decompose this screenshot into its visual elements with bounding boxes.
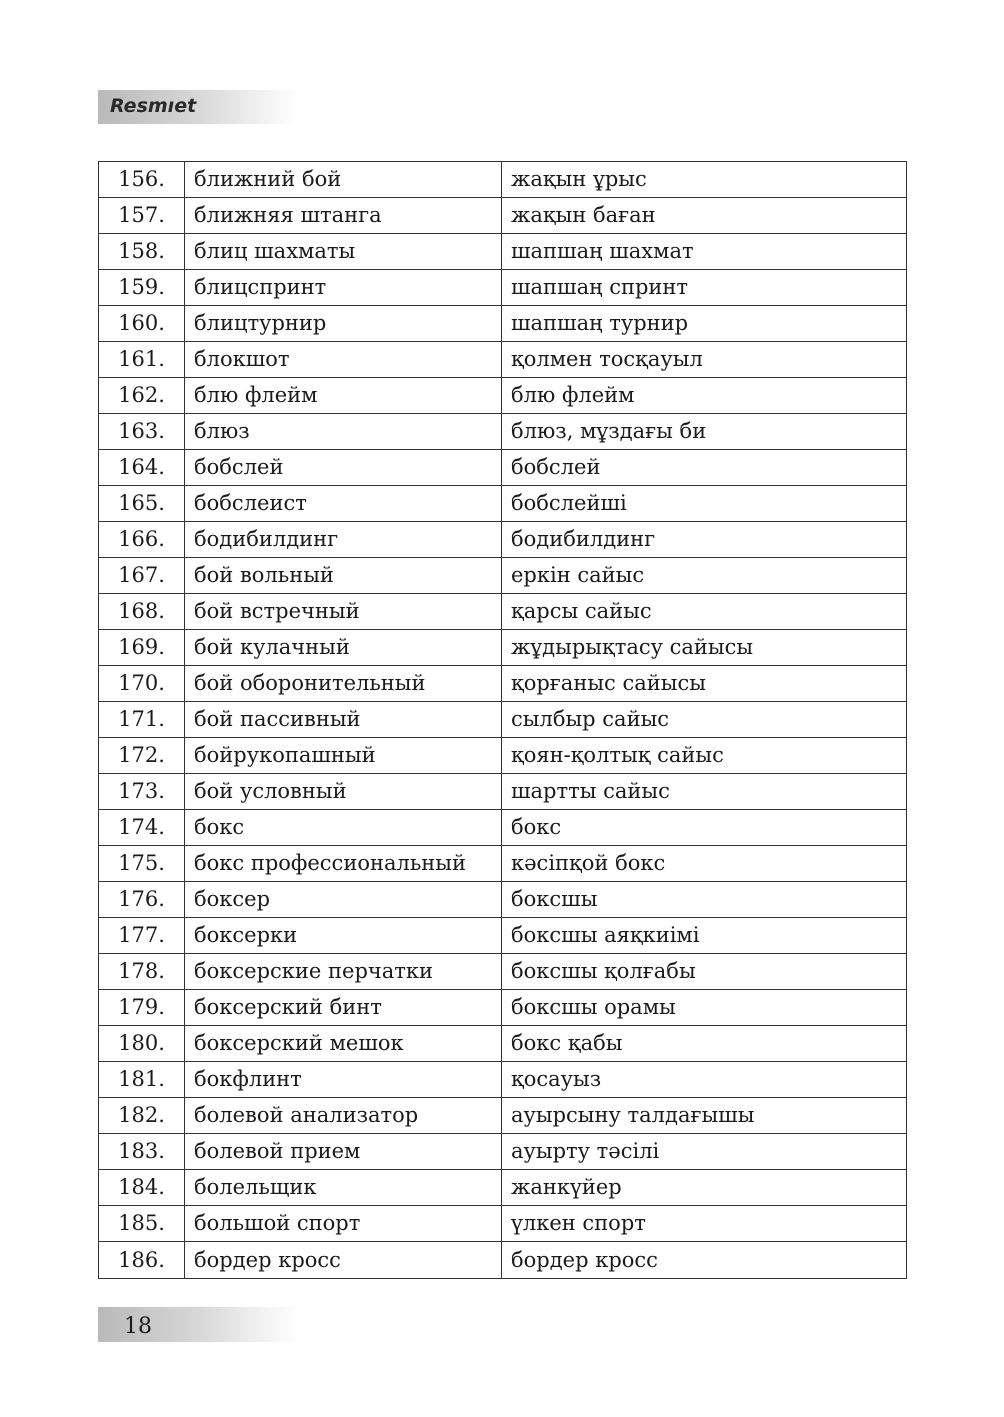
table-row bbox=[99, 1134, 907, 1170]
russian-term: блицспринт bbox=[185, 270, 502, 306]
row-number: 165. bbox=[99, 486, 185, 522]
table-row bbox=[99, 918, 907, 954]
terms-table-body bbox=[99, 162, 907, 1279]
table-row bbox=[99, 774, 907, 810]
table-row bbox=[99, 234, 907, 270]
table-row bbox=[99, 1170, 907, 1206]
russian-term: бой кулачный bbox=[185, 630, 502, 666]
row-number: 168. bbox=[99, 594, 185, 630]
russian-term: бобслеист bbox=[185, 486, 502, 522]
russian-term: боксерский мешок bbox=[185, 1026, 502, 1062]
table-row bbox=[99, 990, 907, 1026]
row-number: 163. bbox=[99, 414, 185, 450]
table-row bbox=[99, 414, 907, 450]
kazakh-term: шартты сайыс bbox=[502, 774, 907, 810]
table-row bbox=[99, 1026, 907, 1062]
russian-term: бокс bbox=[185, 810, 502, 846]
kazakh-term: шапшаң шахмат bbox=[502, 234, 907, 270]
russian-term: блокшот bbox=[185, 342, 502, 378]
russian-term: бокфлинт bbox=[185, 1062, 502, 1098]
kazakh-term: бобслей bbox=[502, 450, 907, 486]
terms-table bbox=[98, 161, 907, 1279]
row-number: 184. bbox=[99, 1170, 185, 1206]
russian-term: большой спорт bbox=[185, 1206, 502, 1242]
kazakh-term: үлкен спорт bbox=[502, 1206, 907, 1242]
russian-term: боксерский бинт bbox=[185, 990, 502, 1026]
table-row bbox=[99, 558, 907, 594]
kazakh-term: блю флейм bbox=[502, 378, 907, 414]
kazakh-term: боксшы қолғабы bbox=[502, 954, 907, 990]
kazakh-term: қоян-қолтық сайыс bbox=[502, 738, 907, 774]
kazakh-term: сылбыр сайыс bbox=[502, 702, 907, 738]
row-number: 176. bbox=[99, 882, 185, 918]
row-number: 178. bbox=[99, 954, 185, 990]
kazakh-term: ауырсыну талдағышы bbox=[502, 1098, 907, 1134]
table-row bbox=[99, 594, 907, 630]
russian-term: блю флейм bbox=[185, 378, 502, 414]
table-row bbox=[99, 1242, 907, 1279]
kazakh-term: жұдырықтасу сайысы bbox=[502, 630, 907, 666]
russian-term: болевой прием bbox=[185, 1134, 502, 1170]
table-row bbox=[99, 882, 907, 918]
table-row bbox=[99, 1206, 907, 1242]
row-number: 183. bbox=[99, 1134, 185, 1170]
row-number: 171. bbox=[99, 702, 185, 738]
row-number: 185. bbox=[99, 1206, 185, 1242]
kazakh-term: қарсы сайыс bbox=[502, 594, 907, 630]
table-row bbox=[99, 630, 907, 666]
kazakh-term: шапшаң турнир bbox=[502, 306, 907, 342]
table-row bbox=[99, 198, 907, 234]
table-row bbox=[99, 378, 907, 414]
table-row bbox=[99, 738, 907, 774]
row-number: 181. bbox=[99, 1062, 185, 1098]
table-row bbox=[99, 270, 907, 306]
row-number: 172. bbox=[99, 738, 185, 774]
header-title: Resmıet bbox=[110, 95, 197, 117]
russian-term: бойрукопашный bbox=[185, 738, 502, 774]
table-row bbox=[99, 162, 907, 198]
row-number: 186. bbox=[99, 1242, 185, 1279]
row-number: 164. bbox=[99, 450, 185, 486]
kazakh-term: бодибилдинг bbox=[502, 522, 907, 558]
table-row bbox=[99, 1062, 907, 1098]
russian-term: болевой анализатор bbox=[185, 1098, 502, 1134]
kazakh-term: жақын ұрыс bbox=[502, 162, 907, 198]
table-row bbox=[99, 702, 907, 738]
russian-term: бой оборонительный bbox=[185, 666, 502, 702]
row-number: 167. bbox=[99, 558, 185, 594]
russian-term: бобслей bbox=[185, 450, 502, 486]
row-number: 159. bbox=[99, 270, 185, 306]
kazakh-term: бобслейші bbox=[502, 486, 907, 522]
kazakh-term: шапшаң спринт bbox=[502, 270, 907, 306]
table-row bbox=[99, 342, 907, 378]
russian-term: ближняя штанга bbox=[185, 198, 502, 234]
kazakh-term: боксшы аяқкиімі bbox=[502, 918, 907, 954]
russian-term: бодибилдинг bbox=[185, 522, 502, 558]
russian-term: блицтурнир bbox=[185, 306, 502, 342]
table-row bbox=[99, 306, 907, 342]
russian-term: болельщик bbox=[185, 1170, 502, 1206]
kazakh-term: бордер кросс bbox=[502, 1242, 907, 1279]
russian-term: бордер кросс bbox=[185, 1242, 502, 1279]
kazakh-term: бокс bbox=[502, 810, 907, 846]
row-number: 180. bbox=[99, 1026, 185, 1062]
table-row bbox=[99, 486, 907, 522]
row-number: 158. bbox=[99, 234, 185, 270]
table-row bbox=[99, 450, 907, 486]
kazakh-term: жақын баған bbox=[502, 198, 907, 234]
row-number: 173. bbox=[99, 774, 185, 810]
kazakh-term: жанкүйер bbox=[502, 1170, 907, 1206]
table-row bbox=[99, 954, 907, 990]
kazakh-term: ауырту тәсілі bbox=[502, 1134, 907, 1170]
kazakh-term: қолмен тосқауыл bbox=[502, 342, 907, 378]
russian-term: бой условный bbox=[185, 774, 502, 810]
row-number: 174. bbox=[99, 810, 185, 846]
kazakh-term: блюз, мұздағы би bbox=[502, 414, 907, 450]
russian-term: бой встречный bbox=[185, 594, 502, 630]
russian-term: блюз bbox=[185, 414, 502, 450]
russian-term: боксер bbox=[185, 882, 502, 918]
kazakh-term: бокс қабы bbox=[502, 1026, 907, 1062]
table-row bbox=[99, 810, 907, 846]
row-number: 157. bbox=[99, 198, 185, 234]
kazakh-term: боксшы орамы bbox=[502, 990, 907, 1026]
row-number: 160. bbox=[99, 306, 185, 342]
russian-term: ближний бой bbox=[185, 162, 502, 198]
russian-term: бой пассивный bbox=[185, 702, 502, 738]
row-number: 179. bbox=[99, 990, 185, 1026]
russian-term: боксерки bbox=[185, 918, 502, 954]
table-row bbox=[99, 522, 907, 558]
row-number: 166. bbox=[99, 522, 185, 558]
table-row bbox=[99, 666, 907, 702]
row-number: 162. bbox=[99, 378, 185, 414]
russian-term: блиц шахматы bbox=[185, 234, 502, 270]
table-row bbox=[99, 1098, 907, 1134]
russian-term: бой вольный bbox=[185, 558, 502, 594]
russian-term: боксерские перчатки bbox=[185, 954, 502, 990]
row-number: 156. bbox=[99, 162, 185, 198]
kazakh-term: еркін сайыс bbox=[502, 558, 907, 594]
kazakh-term: қорғаныс сайысы bbox=[502, 666, 907, 702]
table-row bbox=[99, 846, 907, 882]
row-number: 182. bbox=[99, 1098, 185, 1134]
page-number: 18 bbox=[124, 1314, 152, 1339]
kazakh-term: боксшы bbox=[502, 882, 907, 918]
row-number: 170. bbox=[99, 666, 185, 702]
kazakh-term: кәсіпқой бокс bbox=[502, 846, 907, 882]
row-number: 161. bbox=[99, 342, 185, 378]
row-number: 169. bbox=[99, 630, 185, 666]
kazakh-term: қосауыз bbox=[502, 1062, 907, 1098]
russian-term: бокс профессиональный bbox=[185, 846, 502, 882]
row-number: 177. bbox=[99, 918, 185, 954]
row-number: 175. bbox=[99, 846, 185, 882]
